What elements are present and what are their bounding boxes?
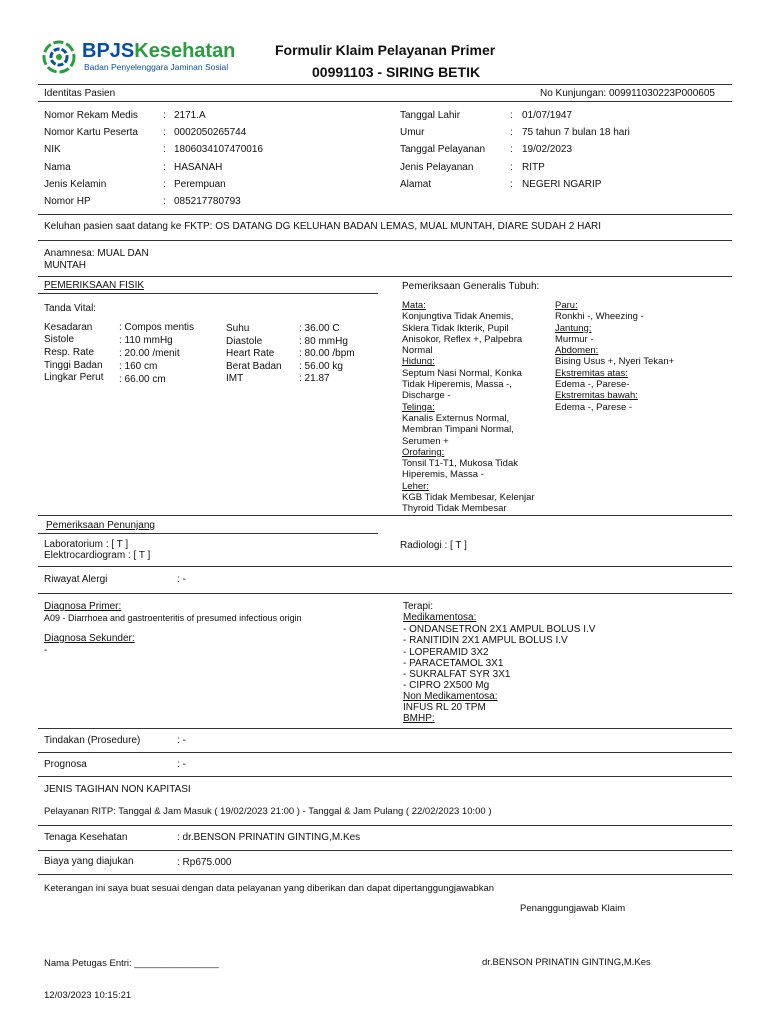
generalis-finding: Edema -, Parese- [555,379,630,391]
biaya-value: : Rp675.000 [177,857,232,868]
penanggungjawab: Penanggungjawab Klaim [520,903,626,914]
vital-value: : 66.00 cm [119,374,166,385]
generalis-finding: Ronkhi -, Wheezing - [555,311,644,323]
generalis-finding: Sklera Tidak Ikterik, Pupil [402,322,509,334]
colon: : [510,110,513,121]
prognosa-value: : - [177,759,186,770]
penunjang-heading: Pemeriksaan Penunjang [46,520,155,531]
vital-value: : 36.00 C [299,323,340,334]
non-medikamentosa-label: Non Medikamentosa: [403,691,498,702]
colon: : [510,162,513,173]
generalis-finding: Edema -, Parese - [555,401,633,413]
field-label: Jenis Pelayanan [400,162,474,173]
obat-item: - CIPRO 2X500 Mg [403,680,490,692]
field-value: HASANAH [174,162,223,173]
field-label: NIK [44,144,61,155]
generalis-section-label: Paru: [555,300,578,311]
tagihan-detail: Pelayanan RITP: Tanggal & Jam Masuk ( 19/02/2023 21:00 ) - Tanggal & Jam Pulang ( 22/02/2023 10:00 ) [44,806,492,817]
prognosa-label: Prognosa [44,759,87,770]
generalis-finding: Thyroid Tidak Membesar [402,503,507,515]
vital-label: Berat Badan [226,361,282,372]
logo-tagline: Badan Penyelenggara Jaminan Sosial [84,62,229,72]
alergi-value: : - [177,574,186,585]
vital-value: : Compos mentis [119,322,195,333]
fisik-heading: PEMERIKSAAN FISIK [44,280,145,291]
obat-item: - LOPERAMID 3X2 [403,646,489,658]
fisik-underline [38,293,378,294]
generalis-col-2 [555,300,674,413]
identitas-label: Identitas Pasien [44,88,116,99]
vital-label: IMT [226,373,244,384]
diagnosa-primer-label: Diagnosa Primer: [44,601,122,612]
form-title: Formulir Klaim Pelayanan Primer [275,42,496,58]
kunjungan-number: No Kunjungan: 009911030223P000605 [540,88,715,99]
generalis-finding: Bising Usus +, Nyeri Tekan+ [555,356,675,368]
obat-item: - PARACETAMOL 3X1 [403,657,504,669]
tanda-vital-label: Tanda Vital: [44,303,97,314]
obat-list [403,624,595,692]
vital-value: : 56.00 kg [299,361,343,372]
generalis-finding: Septum Nasi Normal, Konka [402,367,522,379]
field-label: Nomor Kartu Peserta [44,127,138,138]
anamnesa-line1: Anamnesa: MUAL DAN [44,248,149,259]
generalis-section-label: Abdomen: [555,345,599,357]
dokter-signature-name: dr.BENSON PRINATIN GINTING,M.Kes [482,957,651,968]
bpjs-logo [42,40,236,76]
logo-brand: BPJS [82,40,135,62]
penunjang-underline [38,533,378,534]
field-value: 75 tahun 7 bulan 18 hari [522,127,630,138]
generalis-section-label: Ekstremitas bawah: [555,390,638,402]
generalis-finding: Konjungtiva Tidak Anemis, [402,311,514,323]
field-label: Jenis Kelamin [44,179,107,190]
colon: : [510,127,513,138]
generalis-section-label: Hidung: [402,356,435,368]
bmhp-label: BMHP: [403,713,435,724]
generalis-section-label: Mata: [402,300,426,311]
vital-label: Resp. Rate [44,347,95,358]
generalis-finding: Serumen + [402,435,449,447]
field-value: Perempuan [174,179,226,190]
generalis-col-1 [402,300,535,515]
field-value: 19/02/2023 [522,144,573,155]
generalis-section-label: Orofaring: [402,446,445,458]
field-label: Tanggal Lahir [400,110,461,121]
generalis-section-label: Telinga: [402,401,435,413]
bpjs-logo-icon [42,40,76,74]
generalis-finding: Kanalis Externus Normal, [402,412,510,424]
generalis-heading: Pemeriksaan Generalis Tubuh: [402,281,540,292]
generalis-finding: Anisokor, Reflex +, Palpebra [402,333,523,345]
anamnesa-line2: MUNTAH [44,260,87,271]
field-label: Tanggal Pelayanan [400,144,486,155]
generalis-section-label: Ekstremitas atas: [555,367,628,379]
obat-item: - ONDANSETRON 2X1 AMPUL BOLUS I.V [403,624,596,635]
colon: : [163,179,166,190]
generalis-finding: Murmur - [555,333,594,345]
generalis-finding: Tonsil T1-T1, Mukosa Tidak [402,458,518,470]
medikamentosa-label: Medikamentosa: [403,612,477,623]
ekg-result: Elektrocardiogram : [ T ] [44,550,151,561]
tindakan-label: Tindakan (Prosedure) [44,735,141,746]
colon: : [163,127,166,138]
biaya-label: Biaya yang diajukan [44,856,134,867]
non-medikamentosa-value: INFUS RL 20 TPM [403,702,486,713]
generalis-section-label: Leher: [402,480,429,492]
vital-value: : 20.00 /menit [119,348,180,359]
vital-value: : 21.87 [299,373,330,384]
logo-brand2: Kesehatan [134,40,236,62]
generalis-section-label: Jantung: [555,322,592,334]
tagihan-heading: JENIS TAGIHAN NON KAPITASI [44,784,191,795]
vital-label: Lingkar Perut [44,372,104,383]
obat-item: - SUKRALFAT SYR 3X1 [403,669,511,681]
vital-value: : 80.00 /bpm [299,348,355,359]
field-value: 0002050265744 [174,127,247,138]
vital-label: Diastole [226,336,263,347]
vital-label: Kesadaran [44,322,93,333]
field-value: 1806034107470016 [174,144,263,155]
generalis-finding: Membran Timpani Normal, [402,424,514,436]
generalis-finding: Tidak Hiperemis, Massa -, [402,379,512,391]
field-label: Nomor Rekam Medis [44,110,138,121]
generalis-finding: Hiperemis, Massa - [402,469,484,481]
colon: : [510,144,513,155]
tenaga-value: : dr.BENSON PRINATIN GINTING,M.Kes [177,832,361,843]
colon: : [510,179,513,190]
vital-value: : 110 mmHg [119,335,173,346]
field-value: RITP [522,162,545,173]
field-value: 01/07/1947 [522,110,573,121]
field-label: Nama [44,162,71,173]
generalis-finding: Normal [402,345,433,357]
field-value: 2171.A [174,110,206,121]
obat-item: - RANITIDIN 2X1 AMPUL BOLUS I.V [403,635,568,647]
diagnosa-primer-value: A09 - Diarrhoea and gastroenteritis of presumed infectious origin [44,613,302,623]
vital-label: Suhu [226,323,250,334]
vital-value: : 160 cm [119,361,158,372]
vital-value: : 80 mmHg [299,336,348,347]
field-value: NEGERI NGARIP [522,179,602,190]
radiologi-result: Radiologi : [ T ] [400,540,467,551]
keluhan: Keluhan pasien saat datang ke FKTP: OS DATANG DG KELUHAN BADAN LEMAS, MUAL MUNTAH, DIARE SUDAH 2 HARI [44,221,602,232]
vital-label: Heart Rate [226,348,275,359]
field-value: 085217780793 [174,196,241,207]
print-timestamp: 12/03/2023 10:15:21 [44,990,132,1001]
vital-label: Sistole [44,334,75,345]
keterangan: Keterangan ini saya buat sesuai dengan data pelayanan yang diberikan dan dapat dipertanggungjawabkan [44,883,495,894]
colon: : [163,110,166,121]
colon: : [163,144,166,155]
lab-result: Laboratorium : [ T ] [44,539,129,550]
field-label: Umur [400,127,425,138]
colon: : [163,196,166,207]
tindakan-value: : - [177,735,186,746]
field-label: Nomor HP [44,196,91,207]
diagnosa-sekunder-value: - [44,645,48,656]
vital-label: Tinggi Badan [44,360,103,371]
diagnosa-sekunder-label: Diagnosa Sekunder: [44,633,135,644]
generalis-finding: Discharge - [402,390,451,402]
generalis-finding: KGB Tidak Membesar, Kelenjar [402,492,535,504]
form-subtitle: 00991103 - SIRING BETIK [312,64,481,80]
field-label: Alamat [400,179,432,190]
colon: : [163,162,166,173]
tenaga-label: Tenaga Kesehatan [44,832,128,843]
terapi-label: Terapi: [403,601,434,612]
petugas-entri: Nama Petugas Entri: ________________ [44,958,219,969]
alergi-label: Riwayat Alergi [44,574,108,585]
